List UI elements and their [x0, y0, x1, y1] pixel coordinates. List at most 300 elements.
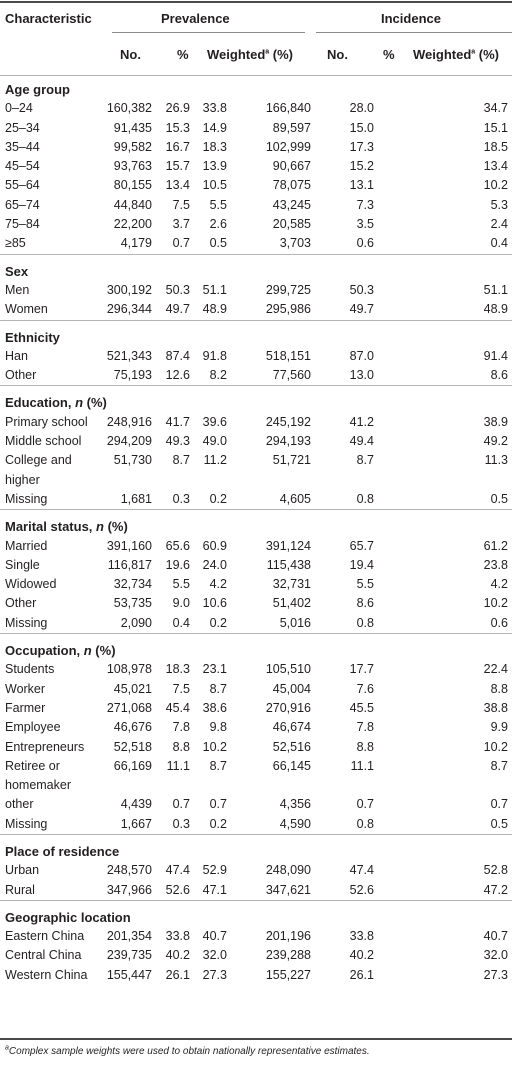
section-title: Geographic location [5, 909, 131, 925]
cell-value: 0.8 [356, 491, 374, 506]
section-gap [0, 834, 512, 842]
cell-value: 248,916 [106, 414, 152, 429]
cell-value: 50.3 [349, 282, 374, 297]
cell-value: 300,192 [106, 282, 152, 297]
table-row [0, 680, 512, 699]
cell-value: 91.4 [483, 348, 508, 363]
cell-value: 13.4 [165, 178, 190, 193]
table-row [0, 366, 512, 386]
cell-value: 10.2 [483, 739, 508, 754]
cell-value: 33.8 [202, 101, 227, 116]
cell-value: 27.3 [202, 967, 227, 982]
cell-value: 87.4 [165, 348, 190, 363]
cell-value: 15.1 [483, 120, 508, 135]
cell-value: 17.7 [349, 662, 374, 677]
cell-value: 51.1 [483, 282, 508, 297]
cell-value: 18.3 [165, 662, 190, 677]
cell-value: 10.5 [202, 178, 227, 193]
row-label: Central China [5, 948, 82, 963]
cell-value: 47.2 [483, 882, 508, 897]
row-label: 35–44 [5, 139, 40, 154]
cell-value: 270,916 [265, 700, 311, 715]
cell-value: 0.7 [490, 797, 508, 812]
cell-value: 33.8 [165, 929, 190, 944]
cell-value: 26.1 [165, 967, 190, 982]
cell-value: 93,763 [113, 159, 152, 174]
table-row [0, 614, 512, 634]
cell-value: 3,703 [279, 236, 311, 251]
cell-value: 8.6 [490, 368, 508, 383]
cell-value: 11.1 [166, 758, 190, 773]
cell-value: 34.7 [483, 101, 508, 116]
cell-value: 49.3 [165, 434, 190, 449]
table-row [0, 594, 512, 613]
header-inc-pct: % [383, 47, 395, 62]
cell-value: 52,518 [113, 739, 152, 754]
table-row [0, 176, 512, 195]
cell-value: 102,999 [265, 139, 311, 154]
row-label: Farmer [5, 700, 46, 715]
table-row [0, 347, 512, 366]
row-label: Other [5, 596, 37, 611]
cell-value: 0.4 [490, 236, 508, 251]
cell-value: 46,676 [113, 720, 152, 735]
cell-value: 20,585 [272, 217, 311, 232]
cell-value: 1,681 [120, 491, 152, 506]
cell-value: 26.1 [349, 967, 374, 982]
cell-value: 51,721 [272, 453, 311, 468]
cell-value: 0.6 [490, 615, 508, 630]
cell-value [105, 776, 155, 795]
cell-value: 32,731 [272, 577, 311, 592]
cell-value: 4,439 [120, 797, 152, 812]
cell-value: 7.3 [356, 197, 374, 212]
row-label: Students [5, 662, 55, 677]
cell-value [155, 471, 193, 490]
table-row [0, 99, 512, 118]
cell-value: 0.7 [356, 797, 374, 812]
cell-value: 40.2 [349, 948, 374, 963]
cell-value: 2.6 [209, 217, 227, 232]
cell-value: 0.3 [172, 816, 190, 831]
cell-value: 13.1 [349, 178, 374, 193]
cell-value: 9.8 [209, 720, 227, 735]
table-row [0, 757, 512, 776]
cell-value: 10.6 [202, 596, 227, 611]
section-title: Place of residence [5, 843, 120, 859]
table-row [0, 881, 512, 901]
cell-value: 294,193 [265, 434, 311, 449]
cell-value: 0.5 [490, 491, 508, 506]
table-row [0, 413, 512, 432]
cell-value: 5.5 [356, 577, 374, 592]
cell-value: 116,817 [107, 557, 152, 572]
header-prev-weighted: Weighted$^a$ (%) [207, 47, 294, 62]
cell-value: 52.6 [165, 882, 190, 897]
row-label: Married [5, 538, 48, 553]
cell-value: 99,582 [113, 139, 152, 154]
cell-value: 521,343 [106, 348, 152, 363]
row-label: Women [5, 302, 48, 317]
row-label: Single [5, 557, 40, 572]
table-row [0, 138, 512, 157]
cell-value: 51.1 [202, 282, 227, 297]
row-label: 0–24 [5, 101, 33, 116]
cell-value [377, 776, 512, 795]
cell-value: 2,090 [120, 615, 152, 630]
row-label: Han [5, 348, 28, 363]
row-label: Widowed [5, 577, 57, 592]
cell-value: 15.3 [165, 120, 190, 135]
cell-value: 4,356 [279, 797, 311, 812]
cell-value: 108,978 [106, 662, 152, 677]
cell-value: 271,068 [106, 700, 152, 715]
incidence-rule [316, 32, 512, 33]
cell-value: 18.5 [483, 139, 508, 154]
row-label: College and [5, 453, 72, 468]
table-row [0, 157, 512, 176]
section-title: Sex [5, 263, 29, 279]
cell-value: 52,516 [272, 739, 311, 754]
cell-value: 40.2 [165, 948, 190, 963]
cell-value: 8.7 [172, 453, 190, 468]
cell-value: 38.9 [483, 414, 508, 429]
cell-value [193, 471, 255, 490]
cell-value: 45,021 [113, 681, 152, 696]
cell-value: 201,196 [265, 929, 311, 944]
table-row [0, 738, 512, 757]
cell-value: 22.4 [483, 662, 508, 677]
cell-value: 8.8 [356, 739, 374, 754]
cell-value: 0.5 [209, 236, 227, 251]
cell-value: 23.8 [483, 557, 508, 572]
cell-value: 78,075 [272, 178, 311, 193]
cell-value: 7.5 [172, 681, 190, 696]
cell-value: 65.7 [349, 538, 374, 553]
table-row [0, 451, 512, 470]
row-label: Missing [5, 615, 48, 630]
section-gap [0, 254, 512, 262]
cell-value: 47.4 [349, 863, 374, 878]
cell-value: 60.9 [202, 538, 227, 553]
cell-value: 48.9 [483, 302, 508, 317]
cell-value: 0.5 [490, 816, 508, 831]
row-label: Missing [5, 816, 48, 831]
cell-value: 41.7 [165, 414, 190, 429]
cell-value: 248,090 [265, 863, 311, 878]
cell-value [342, 471, 377, 490]
cell-value: 245,192 [265, 414, 311, 429]
cell-value: 53,735 [113, 596, 152, 611]
row-label: homemaker [5, 778, 71, 793]
cell-value: 0.4 [172, 615, 190, 630]
cell-value: 49.2 [483, 434, 508, 449]
header-incidence: Incidence [381, 11, 441, 26]
row-label: ≥85 [5, 236, 26, 251]
cell-value: 0.3 [172, 491, 190, 506]
cell-value: 52.9 [202, 863, 227, 878]
table-row [0, 699, 512, 718]
cell-value: 91,435 [113, 120, 152, 135]
section-gap [0, 386, 512, 394]
row-label: 75–84 [5, 217, 40, 232]
cell-value: 294,209 [106, 434, 152, 449]
section-header [0, 328, 512, 347]
cell-value: 45,004 [272, 681, 311, 696]
cell-value: 7.5 [172, 197, 190, 212]
section-header [0, 262, 512, 281]
cell-value: 13.0 [349, 368, 374, 383]
cell-value: 4,605 [279, 491, 311, 506]
cell-value: 32.0 [483, 948, 508, 963]
cell-value: 8.7 [490, 758, 508, 773]
cell-value: 0.8 [356, 615, 374, 630]
section-header [0, 908, 512, 927]
cell-value: 0.7 [172, 797, 190, 812]
cell-value: 47.4 [165, 863, 190, 878]
cell-value: 299,725 [265, 282, 311, 297]
section-gap [0, 510, 512, 518]
cell-value: 26.9 [165, 101, 190, 116]
table-row [0, 795, 512, 814]
row-label: 45–54 [5, 159, 40, 174]
cell-value [377, 471, 512, 490]
row-label: Primary school [5, 414, 88, 429]
cell-value: 4,590 [279, 816, 311, 831]
table-row [0, 946, 512, 965]
section-header [0, 517, 512, 536]
cell-value: 47.1 [202, 882, 227, 897]
table-row [0, 966, 512, 985]
cell-value: 11.3 [484, 453, 508, 468]
cell-value: 518,151 [265, 348, 311, 363]
cell-value [255, 776, 342, 795]
cell-value: 41.2 [349, 414, 374, 429]
cell-value: 0.2 [209, 816, 227, 831]
cell-value: 0.8 [356, 816, 374, 831]
cell-value: 39.6 [202, 414, 227, 429]
cell-value: 3.5 [356, 217, 374, 232]
cell-value: 347,621 [265, 882, 311, 897]
cell-value [193, 776, 255, 795]
cell-value: 295,986 [265, 302, 311, 317]
cell-value: 4,179 [120, 236, 152, 251]
table-row [0, 861, 512, 880]
cell-value: 9.0 [172, 596, 190, 611]
row-label: Middle school [5, 434, 82, 449]
cell-value: 391,124 [265, 538, 311, 553]
section-header [0, 641, 512, 660]
cell-value: 49.7 [349, 302, 374, 317]
cell-value: 22,200 [113, 217, 152, 232]
row-label: Other [5, 368, 37, 383]
cell-value: 10.2 [202, 739, 227, 754]
cell-value: 115,438 [266, 557, 311, 572]
cell-value: 201,354 [106, 929, 152, 944]
cell-value: 11.2 [203, 453, 227, 468]
cell-value: 13.4 [483, 159, 508, 174]
cell-value: 89,597 [272, 120, 311, 135]
row-label: Urban [5, 863, 40, 878]
bottom-rule [0, 1038, 512, 1040]
cell-value: 66,145 [272, 758, 311, 773]
cell-value: 9.9 [490, 720, 508, 735]
cell-value: 239,288 [265, 948, 311, 963]
cell-value: 15.0 [349, 120, 374, 135]
row-label: Missing [5, 491, 48, 506]
cell-value [155, 776, 193, 795]
cell-value: 155,227 [265, 967, 311, 982]
cell-value: 40.7 [483, 929, 508, 944]
cell-value [105, 471, 155, 490]
prevalence-rule [112, 32, 305, 33]
cell-value: 80,155 [113, 178, 152, 193]
cell-value: 5,016 [279, 615, 311, 630]
table-row [0, 927, 512, 946]
cell-value: 11.1 [350, 758, 374, 773]
cell-value: 66,169 [113, 758, 152, 773]
table-row [0, 281, 512, 300]
section-gap [0, 634, 512, 642]
cell-value: 32,734 [113, 577, 152, 592]
cell-value: 45.5 [349, 700, 374, 715]
row-label: Employee [5, 720, 61, 735]
table-row [0, 234, 512, 254]
section-header [0, 393, 512, 412]
cell-value: 12.6 [165, 368, 190, 383]
row-label: 25–34 [5, 120, 40, 135]
cell-value: 0.7 [209, 797, 227, 812]
cell-value: 38.6 [202, 700, 227, 715]
cell-value: 2.4 [490, 217, 508, 232]
row-label: 65–74 [5, 197, 40, 212]
cell-value: 77,560 [272, 368, 311, 383]
top-rule [0, 1, 512, 3]
cell-value: 8.6 [356, 596, 374, 611]
section-gap [0, 900, 512, 908]
cell-value: 50.3 [165, 282, 190, 297]
section-title: Marital status, n (%) [5, 519, 128, 535]
row-label: Western China [5, 967, 88, 982]
table-row [0, 215, 512, 234]
cell-value: 8.7 [209, 758, 227, 773]
table-row [0, 660, 512, 679]
cell-value: 8.8 [490, 681, 508, 696]
cell-value: 105,510 [265, 662, 311, 677]
header-inc-no: No. [327, 47, 348, 62]
cell-value: 5.5 [172, 577, 190, 592]
table-row [0, 432, 512, 451]
table-row [0, 300, 512, 320]
header-separator [0, 75, 512, 76]
section-header [0, 842, 512, 861]
cell-value: 0.7 [172, 236, 190, 251]
cell-value: 248,570 [106, 863, 152, 878]
cell-value: 5.3 [490, 197, 508, 212]
cell-value: 17.3 [349, 139, 374, 154]
cell-value: 7.8 [172, 720, 190, 735]
section-title: Education, n (%) [5, 395, 107, 411]
cell-value: 27.3 [483, 967, 508, 982]
cell-value: 19.4 [349, 557, 374, 572]
cell-value: 1,667 [120, 816, 152, 831]
cell-value: 52.6 [349, 882, 374, 897]
cell-value: 239,735 [106, 948, 152, 963]
cell-value: 46,674 [272, 720, 311, 735]
cell-value [255, 471, 342, 490]
cell-value: 40.7 [202, 929, 227, 944]
cell-value: 4.2 [490, 577, 508, 592]
cell-value: 51,730 [113, 453, 152, 468]
cell-value: 8.7 [209, 681, 227, 696]
cell-value: 49.4 [349, 434, 374, 449]
cell-value: 7.8 [356, 720, 374, 735]
cell-value: 43,245 [272, 197, 311, 212]
cell-value: 3.7 [172, 217, 190, 232]
cell-value: 166,840 [265, 101, 311, 116]
cell-value: 65.6 [165, 538, 190, 553]
cell-value: 0.2 [209, 615, 227, 630]
cell-value: 15.2 [349, 159, 374, 174]
footnote: $^a$Complex sample weights were used to obtain nationally representative estimates. [5, 1044, 370, 1057]
cell-value: 33.8 [349, 929, 374, 944]
cell-value: 8.2 [209, 368, 227, 383]
table-row [0, 537, 512, 556]
data-table [0, 80, 512, 985]
header-prev-pct: % [177, 47, 189, 62]
table-row [0, 471, 512, 490]
cell-value: 44,840 [113, 197, 152, 212]
header-characteristic: Characteristic [5, 11, 92, 26]
row-label: Entrepreneurs [5, 739, 85, 754]
table-row [0, 196, 512, 215]
header-inc-weighted: Weighted$^a$ (%) [413, 47, 500, 62]
section-title: Age group [5, 82, 70, 97]
cell-value: 49.7 [165, 302, 190, 317]
cell-value: 10.2 [483, 178, 508, 193]
table-row [0, 776, 512, 795]
cell-value: 5.5 [209, 197, 227, 212]
cell-value: 91.8 [202, 348, 227, 363]
cell-value: 13.9 [202, 159, 227, 174]
cell-value: 15.7 [165, 159, 190, 174]
cell-value: 49.0 [202, 434, 227, 449]
cell-value: 347,966 [106, 882, 152, 897]
cell-value: 160,382 [106, 101, 152, 116]
cell-value: 7.6 [356, 681, 374, 696]
cell-value: 48.9 [202, 302, 227, 317]
cell-value: 75,193 [113, 368, 152, 383]
section-title: Ethnicity [5, 329, 60, 345]
table-row [0, 815, 512, 835]
cell-value: 87.0 [349, 348, 374, 363]
row-label: higher [5, 472, 40, 487]
cell-value: 61.2 [483, 538, 508, 553]
cell-value: 0.6 [356, 236, 374, 251]
cell-value: 8.8 [172, 739, 190, 754]
table-row [0, 575, 512, 594]
cell-value: 45.4 [165, 700, 190, 715]
cell-value: 28.0 [349, 101, 374, 116]
cell-value: 32.0 [202, 948, 227, 963]
row-label: Men [5, 282, 30, 297]
table-row [0, 490, 512, 510]
section-header [0, 80, 512, 99]
table-row [0, 718, 512, 737]
cell-value: 155,447 [106, 967, 152, 982]
table-row [0, 119, 512, 138]
cell-value: 19.6 [165, 557, 190, 572]
